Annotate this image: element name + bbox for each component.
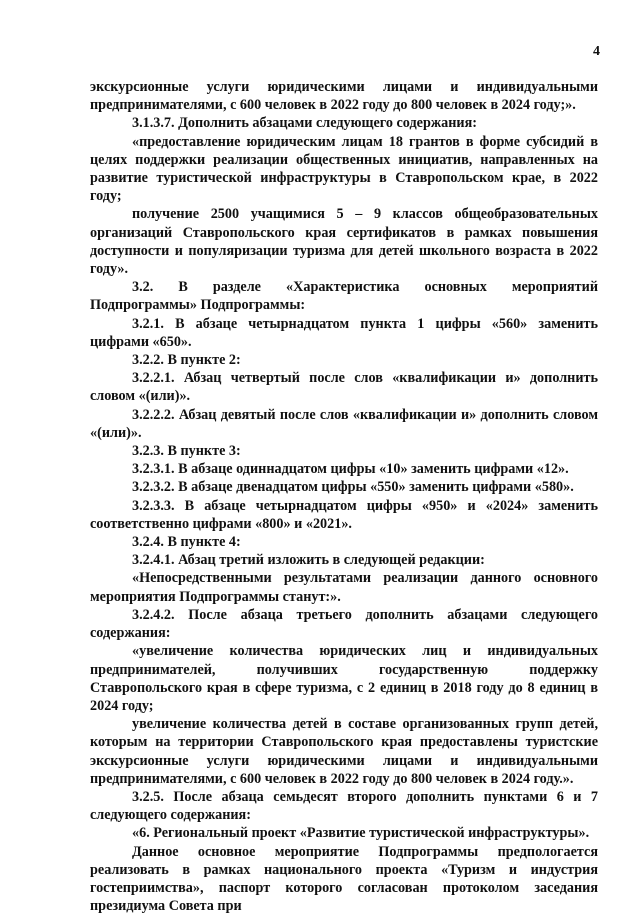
page-number: 4	[593, 44, 600, 59]
document-body	[90, 78, 598, 915]
paragraph: 3.2.1. В абзаце четырнадцатом пункта 1 цифры «560» заменить цифрами «650».	[90, 315, 598, 350]
paragraph: 3.2.2.2. Абзац девятый после слов «квалификации и» дополнить словом «(или)».	[90, 406, 598, 441]
paragraph: «предоставление юридическим лицам 18 грантов в форме субсидий в целях поддержки реализации общественных инициатив, направленных на развитие туристической инфраструктуры в Ставропольском крае, в 2022 году;	[90, 133, 598, 205]
paragraph: 3.2.5. После абзаца семьдесят второго дополнить пунктами 6 и 7 следующего содержания:	[90, 788, 598, 824]
paragraph: 3.2.3. В пункте 3:	[132, 443, 241, 460]
paragraph: «увеличение количества юридических лиц и индивидуальных предпринимателей, получивших государственную поддержку Ставропольского края в сфере туризма, с 2 единиц в 2018 году до 8 единиц в 2024 году;	[90, 643, 598, 714]
paragraph: «Непосредственными результатами реализации данного основного мероприятия Подпрограммы станут:».	[90, 570, 598, 605]
paragraph: 3.2.3.1. В абзаце одиннадцатом цифры «10» заменить цифрами «12».	[132, 461, 569, 478]
paragraph: 3.2.4.2. После абзаца третьего дополнить абзацами следующего содержания:	[90, 606, 598, 642]
paragraph: 3.2.3.3. В абзаце четырнадцатом цифры «950» и «2024» заменить соответственно цифрами «800» и «2021».	[90, 497, 598, 532]
paragraph: экскурсионные услуги юридическими лицами и индивидуальными предпринимателями, с 600 человек в 2022 году до 800 человек в 2024 году;».	[90, 79, 598, 114]
paragraph: «6. Региональный проект «Развитие туристической инфраструктуры».	[132, 825, 590, 842]
paragraph: 3.1.3.7. Дополнить абзацами следующего содержания:	[132, 115, 477, 132]
paragraph: 3.2. В разделе «Характеристика основных мероприятий Подпрограммы» Подпрограммы:	[90, 279, 598, 314]
paragraph: 3.2.4. В пункте 4:	[132, 534, 241, 551]
paragraph: Данное основное мероприятие Подпрограммы предпологается реализовать в рамках национального проекта «Туризм и индустрия гостеприимства», паспорт которого согласован протоколом заседания президиума Совета при	[90, 843, 598, 915]
paragraph: 3.2.4.1. Абзац третий изложить в следующей редакции:	[132, 552, 485, 569]
paragraph: увеличение количества детей в составе организованных групп детей, которым на территории Ставропольского края предоставлены туристские экскурсионные услуги юридическими лицами и индивидуальными предпринимателями, с 600 человек в 2022 году до 800 человек в 2024 году.».	[90, 716, 598, 787]
paragraph: 3.2.3.2. В абзаце двенадцатом цифры «550» заменить цифрами «580».	[132, 479, 574, 496]
paragraph: 3.2.2.1. Абзац четвертый после слов «квалификации и» дополнить словом «(или)».	[90, 370, 598, 405]
paragraph: получение 2500 учащимися 5 – 9 классов общеобразовательных организаций Ставропольского края сертификатов в рамках повышения доступности и популяризации туризма для детей школьного возраста в 2022 году».	[90, 206, 598, 278]
paragraph: 3.2.2. В пункте 2:	[132, 352, 241, 369]
